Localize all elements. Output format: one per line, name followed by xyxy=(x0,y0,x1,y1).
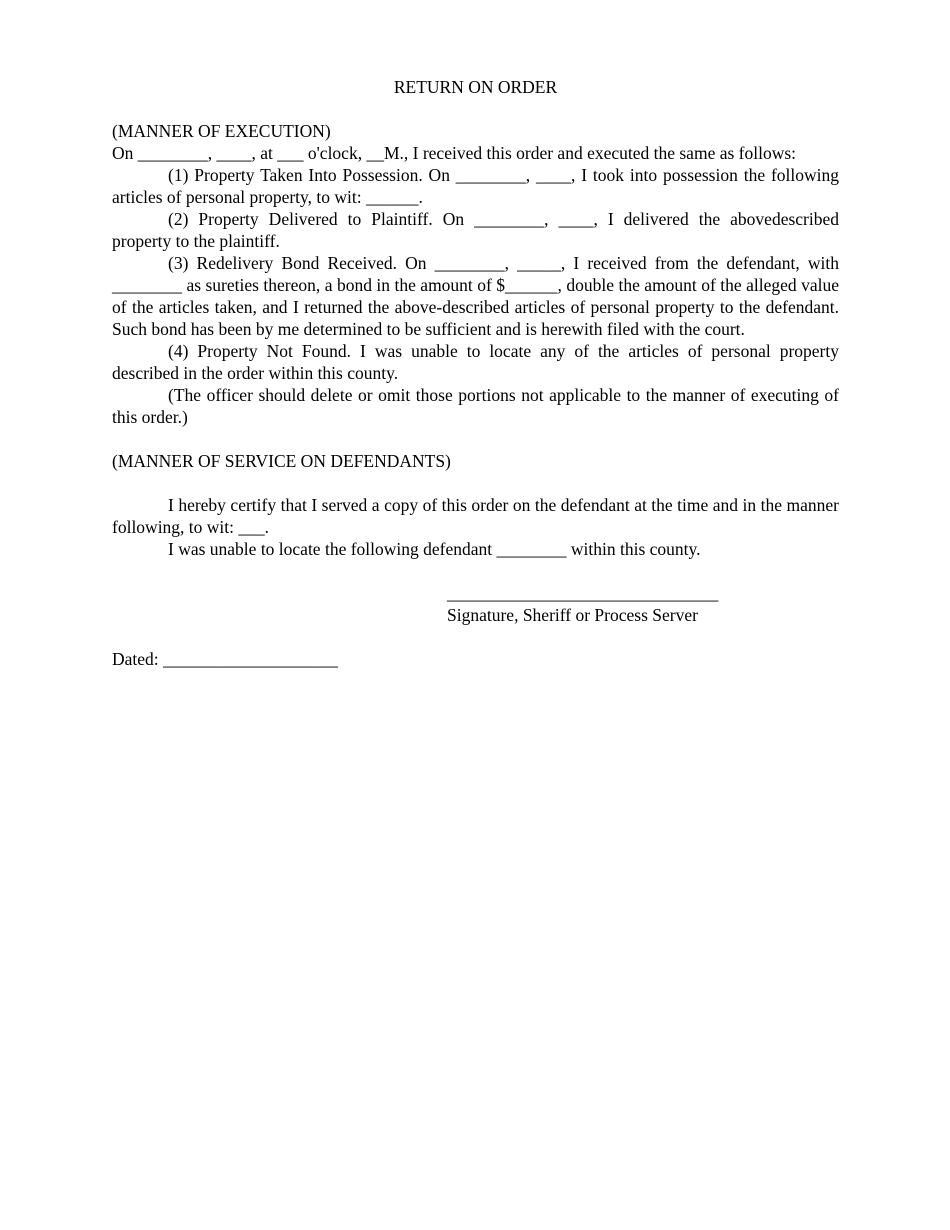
document-title: RETURN ON ORDER xyxy=(393,77,558,97)
document-page xyxy=(112,76,839,688)
execution-item-1: (1) Property Taken Into Possession. On ________, ____, I took into possession the following articles of personal property, to wit: ______. xyxy=(112,165,839,207)
signature-block xyxy=(447,582,839,626)
section-spacer xyxy=(112,472,839,494)
execution-intro: On ________, ____, at ___ o'clock, __M., I received this order and executed the same as follows: xyxy=(112,143,797,163)
execution-item-3: (3) Redelivery Bond Received. On ________, _____, I received from the defendant, with ________ as sureties thereon, a bond in the amount of $______, double the amount of the alleged value of the articles taken, and I returned the above-described articles of personal property to the defendant. Such bond has been by me determined to be sufficient and is herewith filed with the court. xyxy=(112,253,839,339)
execution-heading: (MANNER OF EXECUTION) xyxy=(112,121,331,141)
service-heading: (MANNER OF SERVICE ON DEFENDANTS) xyxy=(112,451,451,471)
signature-label: Signature, Sheriff or Process Server xyxy=(447,605,698,625)
execution-item-2: (2) Property Delivered to Plaintiff. On ________, ____, I delivered the abovedescribed property to the plaintiff. xyxy=(112,209,839,251)
service-certify: I hereby certify that I served a copy of this order on the defendant at the time and in the manner following, to wit: ___. xyxy=(112,495,839,537)
execution-item-4: (4) Property Not Found. I was unable to locate any of the articles of personal property described in the order within this county. xyxy=(112,341,839,383)
service-unable: I was unable to locate the following defendant ________ within this county. xyxy=(168,539,701,559)
section-spacer xyxy=(112,428,839,450)
execution-note: (The officer should delete or omit those portions not applicable to the manner of executing of this order.) xyxy=(112,385,839,427)
dated-field: Dated: ____________________ xyxy=(112,649,339,669)
signature-line: _______________________________ xyxy=(447,583,719,603)
